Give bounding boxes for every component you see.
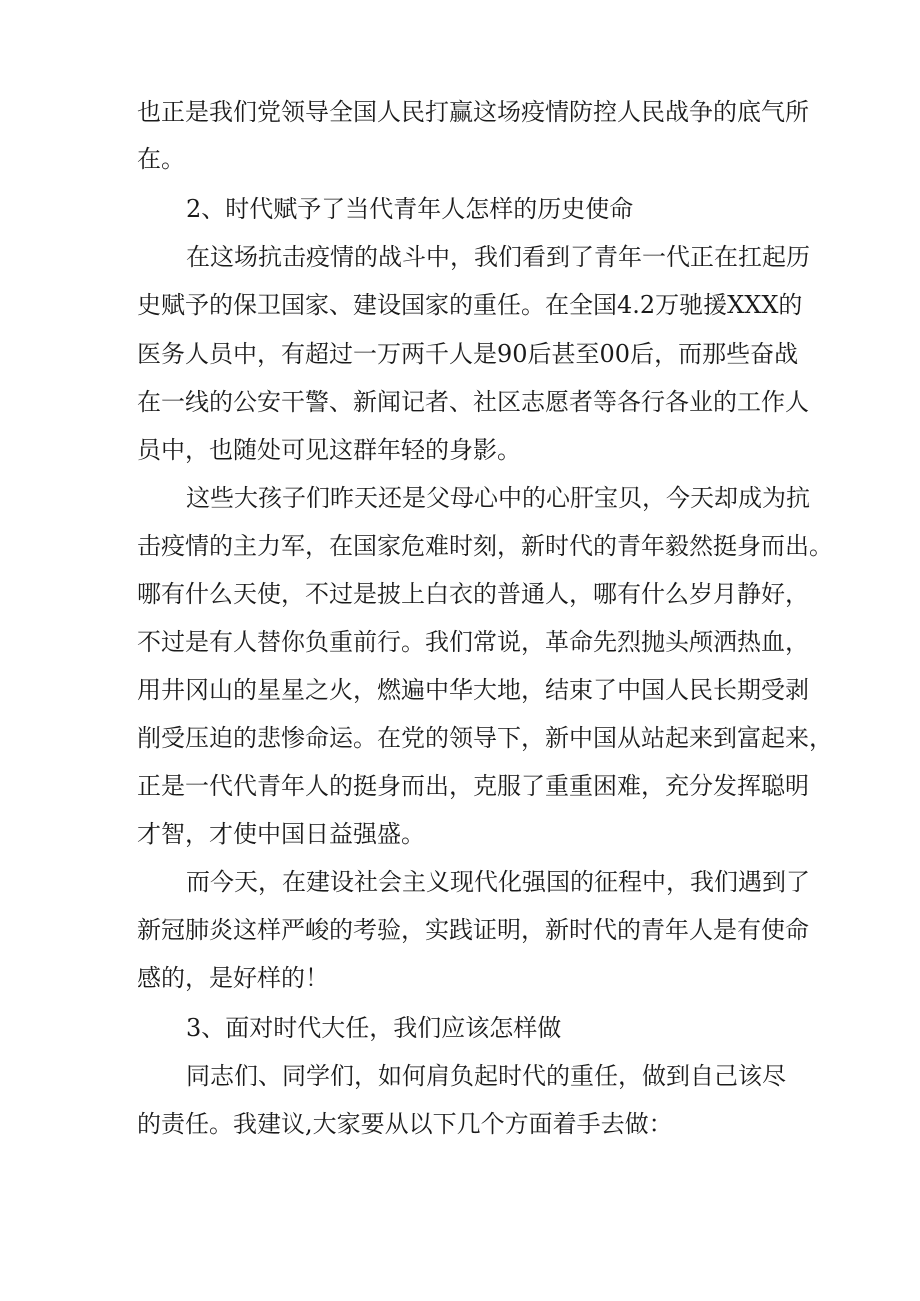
text-line: 而今天，在建设社会主义现代化强国的征程中，我们遇到了 xyxy=(186,868,810,896)
text-line: 不过是有人替你负重前行。我们常说，革命先烈抛头颅洒热血， xyxy=(137,628,809,656)
text-line: 同志们、同学们，如何肩负起时代的重任，做到自己该尽 xyxy=(186,1062,786,1090)
text-line: 也正是我们党领导全国人民打赢这场疫情防控人民战争的底气所 xyxy=(137,98,809,126)
text-line: 削受压迫的悲惨命运。在党的领导下，新中国从站起来到富起来， xyxy=(137,724,833,752)
text-line: 才智，才使中国日益强盛。 xyxy=(137,820,425,848)
text-line: 员中，也随处可见这群年轻的身影。 xyxy=(137,436,521,464)
text-line: 感的，是好样的！ xyxy=(137,964,329,992)
text-line: 医务人员中，有超过一万两千人是90后甚至00后，而那些奋战 xyxy=(137,340,799,368)
text-line: 在这场抗击疫情的战斗中，我们看到了青年一代正在扛起历 xyxy=(186,243,810,271)
text-line: 用井冈山的星星之火，燃遍中华大地，结束了中国人民长期受剥 xyxy=(137,676,809,704)
section-heading: 3、面对时代大任，我们应该怎样做 xyxy=(186,1014,562,1042)
text-line: 在一线的公安干警、新闻记者、社区志愿者等各行各业的工作人 xyxy=(137,388,809,416)
text-line: 哪有什么天使，不过是披上白衣的普通人，哪有什么岁月静好， xyxy=(137,580,809,608)
text-line: 的责任。我建议,大家要从以下几个方面着手去做： xyxy=(137,1110,673,1138)
text-line: 击疫情的主力军，在国家危难时刻，新时代的青年毅然挺身而出。 xyxy=(137,532,833,560)
text-line: 新冠肺炎这样严峻的考验，实践证明，新时代的青年人是有使命 xyxy=(137,916,809,944)
text-line: 这些大孩子们昨天还是父母心中的心肝宝贝，今天却成为抗 xyxy=(186,484,810,512)
section-heading: 2、时代赋予了当代青年人怎样的历史使命 xyxy=(186,195,634,223)
text-line: 在。 xyxy=(137,145,185,173)
text-line: 正是一代代青年人的挺身而出，克服了重重困难，充分发挥聪明 xyxy=(137,772,809,800)
text-line: 史赋予的保卫国家、建设国家的重任。在全国4.2万驰援XXX的 xyxy=(137,291,803,319)
